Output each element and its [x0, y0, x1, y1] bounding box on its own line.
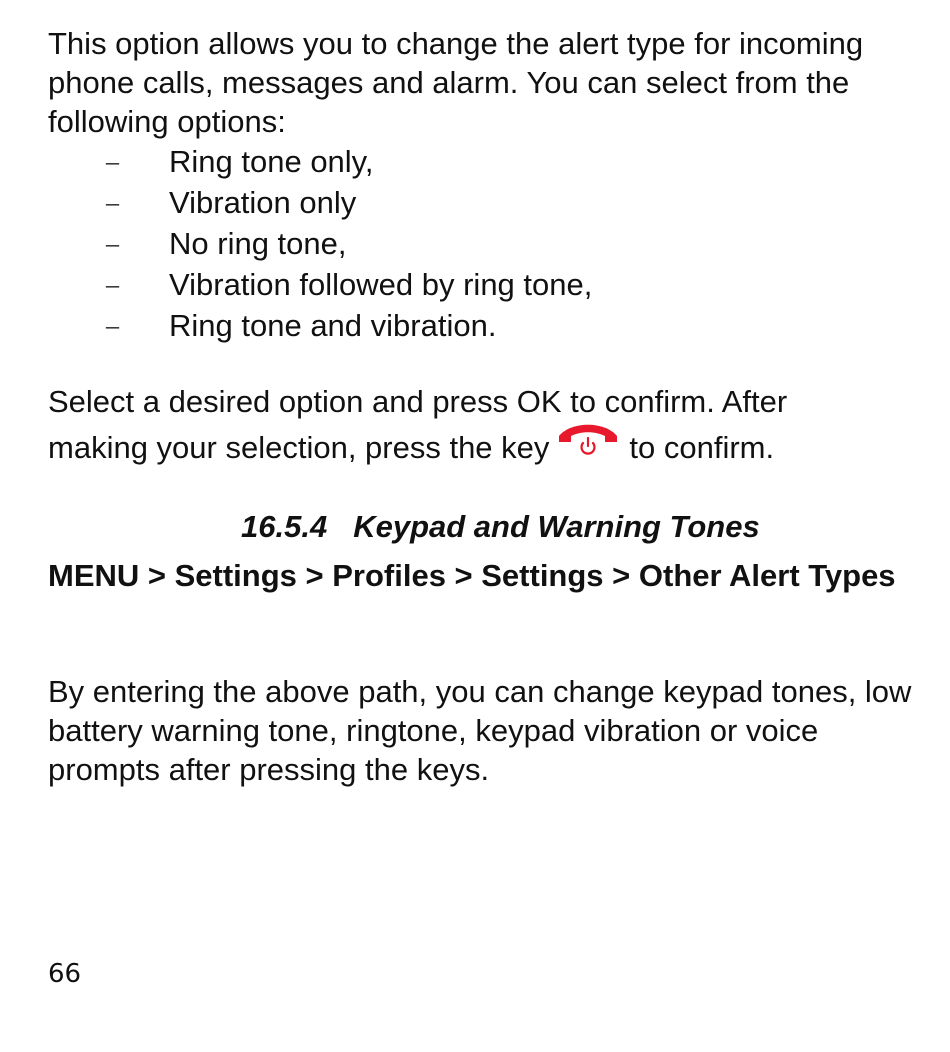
confirm-instruction-line [48, 420, 774, 476]
select-instruction-line: Select a desired option and press OK to confirm. After [48, 384, 788, 419]
page-number: 66 [48, 959, 82, 989]
dash-bullet: – [106, 311, 119, 340]
option-label: Vibration only [169, 185, 357, 220]
confirm-text-after: to confirm. [629, 430, 775, 465]
confirm-text-before: making your selection, press the key [48, 430, 550, 465]
end-call-power-icon [557, 422, 619, 462]
section-title: Keypad and Warning Tones [353, 509, 760, 544]
section-number: 16.5.4 [241, 509, 328, 544]
option-label: No ring tone, [169, 226, 347, 261]
option-label: Vibration followed by ring tone, [169, 267, 593, 302]
intro-paragraph: This option allows you to change the alert type for incoming phone calls, messages and alarm. You can select from the following options: [48, 26, 864, 139]
dash-bullet: – [106, 229, 119, 258]
dash-bullet: – [106, 270, 119, 299]
dash-bullet: – [106, 147, 119, 176]
menu-path: MENU > Settings > Profiles > Settings > Other Alert Types [48, 558, 896, 593]
section-heading [241, 507, 760, 547]
description-paragraph: By entering the above path, you can change keypad tones, low battery warning tone, ringtone, keypad vibration or voice prompts after pressing the keys. [48, 674, 912, 787]
option-label: Ring tone and vibration. [169, 308, 497, 343]
option-label: Ring tone only, [169, 144, 374, 179]
dash-bullet: – [106, 188, 119, 217]
